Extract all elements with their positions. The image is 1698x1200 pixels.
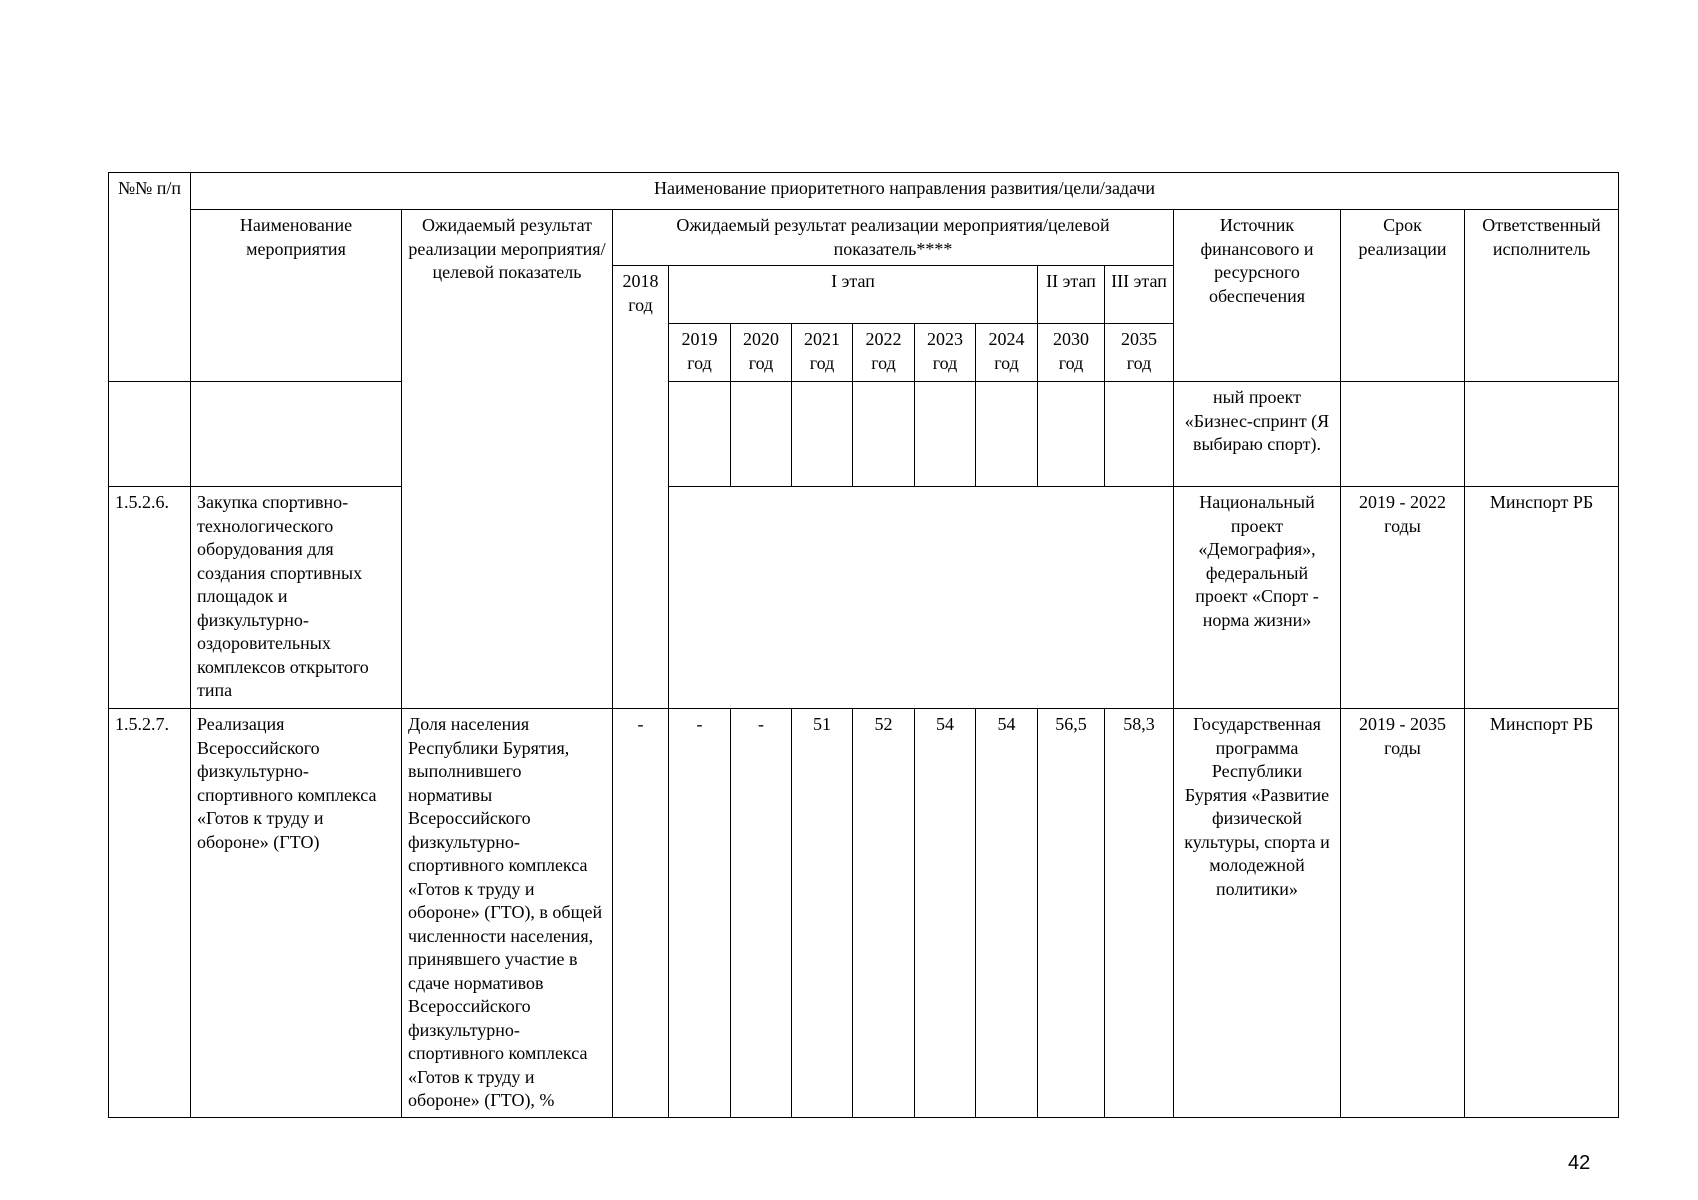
header-row-1 <box>109 173 1619 210</box>
row-source: Государственная программа Республики Бурятия «Развитие физической культуры, спорта и молодежной политики» <box>1174 709 1341 1118</box>
event-name-header: Наименование мероприятия <box>191 210 402 382</box>
row-value <box>1105 382 1174 487</box>
row-name <box>191 382 402 487</box>
row-term: 2019 - 2022 годы <box>1341 487 1465 709</box>
header-row-2 <box>109 210 1619 266</box>
row-value: - <box>669 709 731 1118</box>
row-source: Национальный проект «Демография», федеральный проект «Спорт - норма жизни» <box>1174 487 1341 709</box>
row-value <box>853 382 915 487</box>
direction-header: Наименование приоритетного направления развития/цели/задачи <box>191 173 1619 210</box>
source-header: Источник финансового и ресурсного обеспечения <box>1174 210 1341 382</box>
row-value <box>976 382 1038 487</box>
stage-3-header: III этап <box>1105 266 1174 324</box>
expected-result-header: Ожидаемый результат реализации мероприятия/целевой показатель <box>402 210 613 709</box>
row-value <box>792 382 853 487</box>
row-source: ный проект «Бизнес-спринт (Я выбираю спорт). <box>1174 382 1341 487</box>
table-row <box>109 487 1619 709</box>
row-responsible: Минспорт РБ <box>1465 487 1619 709</box>
year-2018-header: 2018 год <box>613 266 669 709</box>
row-value-2018: - <box>613 709 669 1118</box>
year-header: 2022 год <box>853 324 915 382</box>
row-value: 54 <box>976 709 1038 1118</box>
expected-indicator-header: Ожидаемый результат реализации мероприятия/целевой показатель**** <box>613 210 1174 266</box>
row-value: 58,3 <box>1105 709 1174 1118</box>
table-row <box>109 382 1619 487</box>
stage-1-header: I этап <box>669 266 1038 324</box>
responsible-header: Ответственный исполнитель <box>1465 210 1619 382</box>
row-name: Реализация Всероссийского физкультурно-спортивного комплекса «Готов к труду и обороне» (ГТО) <box>191 709 402 1118</box>
year-header: 2024 год <box>976 324 1038 382</box>
year-header: 2021 год <box>792 324 853 382</box>
row-result: Доля населения Республики Бурятия, выполнившего нормативы Всероссийского физкультурно-спортивного комплекса «Готов к труду и обороне» (ГТО), в общей численности населения, принявшего участие в сдаче нормативов Всероссийского физкультурно-спортивного комплекса «Готов к труду и обороне» (ГТО), % <box>402 709 613 1118</box>
row-num: 1.5.2.7. <box>109 709 191 1118</box>
stage-2-header: II этап <box>1038 266 1105 324</box>
row-value: 54 <box>915 709 976 1118</box>
year-header: 2030 год <box>1038 324 1105 382</box>
year-header: 2035 год <box>1105 324 1174 382</box>
year-header: 2020 год <box>731 324 792 382</box>
year-header: 2023 год <box>915 324 976 382</box>
num-header: №№ п/п <box>109 173 191 382</box>
row-value: 51 <box>792 709 853 1118</box>
page-number: 42 <box>1568 1152 1591 1174</box>
table-row <box>109 709 1619 1118</box>
row-value <box>915 382 976 487</box>
row-value <box>669 382 731 487</box>
row-value <box>731 382 792 487</box>
row-value: 56,5 <box>1038 709 1105 1118</box>
row-name: Закупка спортивно-технологического оборудования для создания спортивных площадок и физкультурно-оздоровительных комплексов открытого типа <box>191 487 402 709</box>
row-values-empty <box>669 487 1174 709</box>
row-term: 2019 - 2035 годы <box>1341 709 1465 1118</box>
row-term <box>1341 382 1465 487</box>
row-value: 52 <box>853 709 915 1118</box>
row-responsible: Минспорт РБ <box>1465 709 1619 1118</box>
row-num: 1.5.2.6. <box>109 487 191 709</box>
year-header: 2019 год <box>669 324 731 382</box>
row-responsible <box>1465 382 1619 487</box>
row-num <box>109 382 191 487</box>
measures-table <box>108 172 1619 1118</box>
row-value: - <box>731 709 792 1118</box>
term-header: Срок реализации <box>1341 210 1465 382</box>
row-value <box>1038 382 1105 487</box>
